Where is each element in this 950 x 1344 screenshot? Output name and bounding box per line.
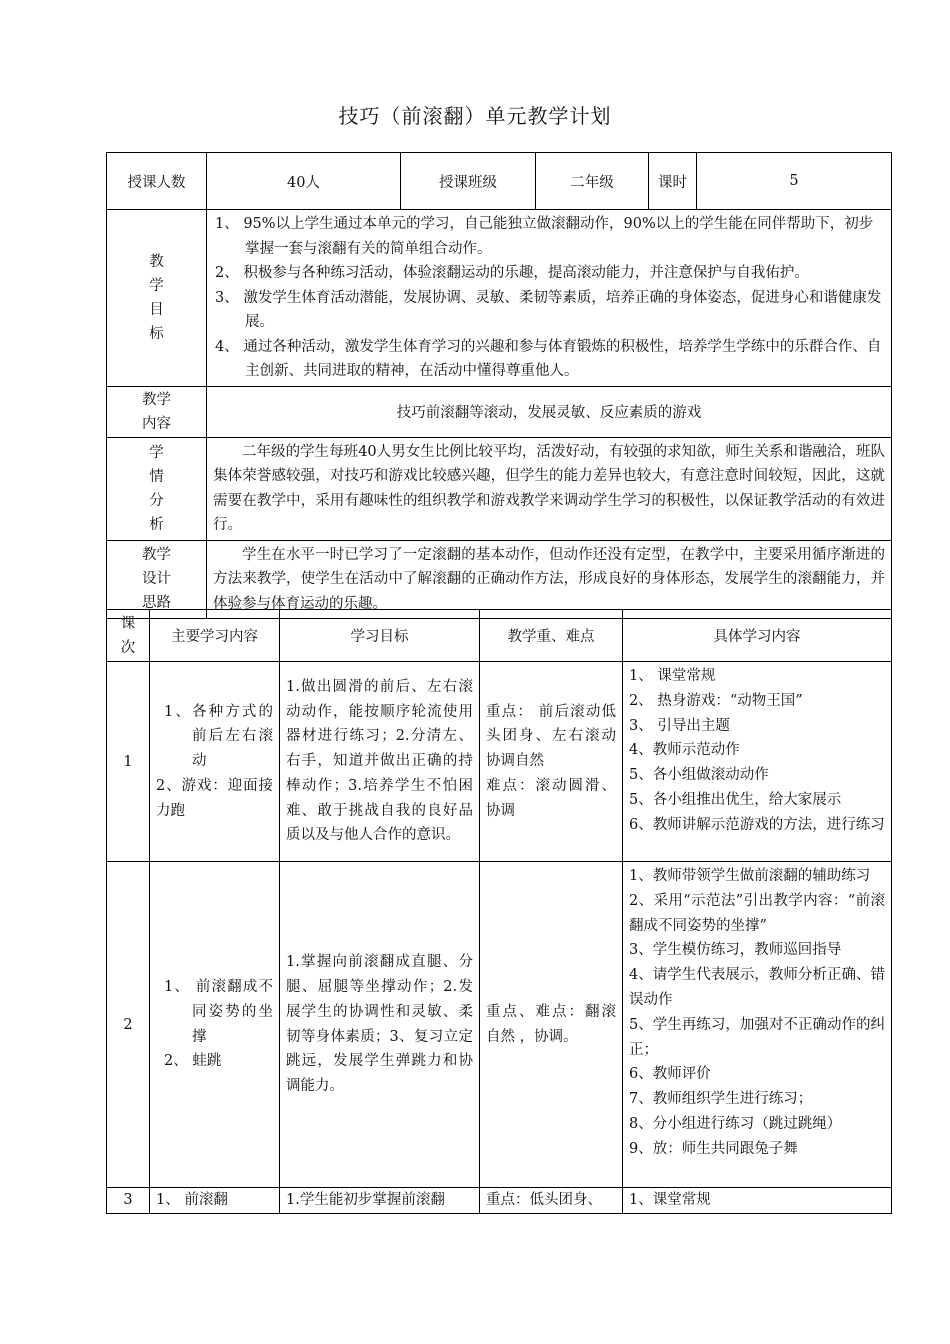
content-row [107, 386, 892, 437]
detail-item: 7、教师组织学生进行练习； [629, 1091, 813, 1108]
analysis-row [107, 437, 892, 540]
detail-item: 5、各小组推出优生，给大家展示 [629, 791, 842, 808]
header-learning-goal: 学习目标 [280, 610, 480, 662]
detail-item: 4、请学生代表展示，教师分析正确、错误动作 [629, 967, 885, 1008]
lesson-table [106, 609, 892, 1214]
lesson-num: 3 [107, 1188, 150, 1214]
lesson-detail [623, 1188, 892, 1214]
info-row [107, 153, 892, 210]
class-value: 二年级 [536, 153, 649, 210]
lesson-goal: 1.做出圆滑的前后、左右滚动动作，能按顺序轮流使用器材进行练习；2.分清左、右手，知道并做出正确的持棒动作；3.培养学生不怕困难、敢于挑战自我的良好品质以及与他人合作的意识。 [280, 662, 480, 862]
lesson-row [107, 1188, 892, 1214]
goals-row [107, 210, 892, 387]
lesson-row [107, 862, 892, 1188]
detail-item: 6、教师评价 [629, 1066, 711, 1083]
detail-item: 3、 引导出主题 [629, 717, 730, 734]
teach-count-label: 授课人数 [107, 153, 207, 210]
class-label: 授课班级 [401, 153, 536, 210]
detail-item: 2、采用“示范法”引出教学内容：“前滚翻成不同姿势的坐撑” [629, 892, 885, 934]
lesson-key: 重点、难点：翻滚自然 ，协调。 [480, 862, 623, 1188]
header-lesson-num: 课 次 [107, 610, 150, 662]
detail-item: 5、各小组做滚动动作 [629, 767, 769, 784]
detail-item: 3、学生模仿练习，教师巡回指导 [629, 942, 842, 959]
lesson-detail [623, 662, 892, 862]
goals-list [207, 210, 892, 387]
goals-label: 教 学 目 标 [107, 210, 207, 387]
detail-item: 1、课堂常规 [629, 1192, 711, 1208]
design-text: 学生在水平一时已学习了一定滚翻的基本动作，但动作还没有定型，在教学中，主要采用循序渐进的方法来教学，使学生在活动中了解滚翻的正确动作方法，形成良好的身体形态，发展学生的滚翻能力，并体验参与体育运动的乐趣。 [207, 540, 892, 619]
lesson-key: 重点： 前后滚动低头团身、左右滚动协调自然 难点：滚动圆滑、协调 [480, 662, 623, 862]
goal-item: 4、 通过各种活动，激发学生体育学习的兴趣和参与体育锻炼的积极性，培养学生学练中的乐群合作、自主创新、共同进取的精神，在活动中懂得尊重他人。 [215, 338, 882, 379]
lesson-detail [623, 862, 892, 1188]
analysis-label: 学 情 分 析 [107, 437, 207, 540]
goal-item: 1、 95%以上学生通过本单元的学习，自己能独立做滚翻动作，90%以上的学生能在同伴帮助下，初步掌握一套与滚翻有关的简单组合动作。 [215, 216, 874, 257]
goal-item: 2、 积极参与各种练习活动，体验滚翻运动的乐趣，提高滚动能力，并注意保护与自我佑护。 [215, 265, 809, 281]
lesson-num: 1 [107, 662, 150, 862]
detail-item: 1、教师带领学生做前滚翻的辅助练习 [629, 868, 871, 884]
lesson-row [107, 662, 892, 862]
lesson-goal: 1.学生能初步掌握前滚翻 [280, 1188, 480, 1214]
lesson-main: 1、各种方式的前后左右滚动 2、游戏：迎面接力跑 [150, 662, 280, 862]
lesson-header-row [107, 610, 892, 662]
goal-item: 3、 激发学生体育活动潜能，发展协调、灵敏、柔韧等素质，培养正确的身体姿态，促进身心和谐健康发展。 [215, 289, 882, 330]
header-detail-content: 具体学习内容 [623, 610, 892, 662]
lesson-num: 2 [107, 862, 150, 1188]
content-label: 教学 内容 [107, 386, 207, 437]
lesson-key: 重点：低头团身、 [480, 1188, 623, 1214]
design-row [107, 540, 892, 619]
detail-item: 5、学生再练习，加强对不正确动作的纠正； [629, 1016, 885, 1058]
hours-value: 5 [697, 153, 892, 210]
overview-table [106, 152, 892, 619]
detail-item: 9、放：师生共同跟兔子舞 [629, 1140, 798, 1157]
detail-item: 2、 热身游戏：“动物王国” [629, 692, 803, 709]
content-text: 技巧前滚翻等滚动，发展灵敏、反应素质的游戏 [207, 386, 892, 437]
page-title: 技巧（前滚翻）单元教学计划 [338, 104, 612, 128]
lesson-main: 1、 前滚翻 [150, 1188, 280, 1214]
lesson-main: 1、 前滚翻成不同姿势的坐撑 2、 蛙跳 [150, 862, 280, 1188]
header-main-content: 主要学习内容 [150, 610, 280, 662]
hours-label: 课时 [649, 153, 697, 210]
detail-item: 1、 课堂常规 [629, 668, 716, 684]
teach-count-value: 40人 [207, 153, 401, 210]
detail-item: 6、教师讲解示范游戏的方法，进行练习 [629, 816, 885, 833]
design-label: 教学 设计 思路 [107, 540, 207, 619]
detail-item: 4、教师示范动作 [629, 742, 740, 759]
detail-item: 8、分小组进行练习（跳过跳绳） [629, 1115, 842, 1132]
analysis-text: 二年级的学生每班40人男女生比例比较平均，活泼好动，有较强的求知欲，师生关系和谐融洽，班队集体荣誉感较强，对技巧和游戏比较感兴趣，但学生的能力差异也较大，有意注意时间较短，因此，这就需要在教学中，采用有趣味性的组织教学和游戏教学来调动学生学习的积极性，以保证教学活动的有效进行。 [207, 437, 892, 540]
header-key-points: 教学重、难点 [480, 610, 623, 662]
lesson-goal: 1.掌握向前滚翻成直腿、分腿、屈腿等坐撑动作；2.发展学生的协调性和灵敏、柔韧等身体素质；3、复习立定跳远，发展学生弹跳力和协调能力。 [280, 862, 480, 1188]
